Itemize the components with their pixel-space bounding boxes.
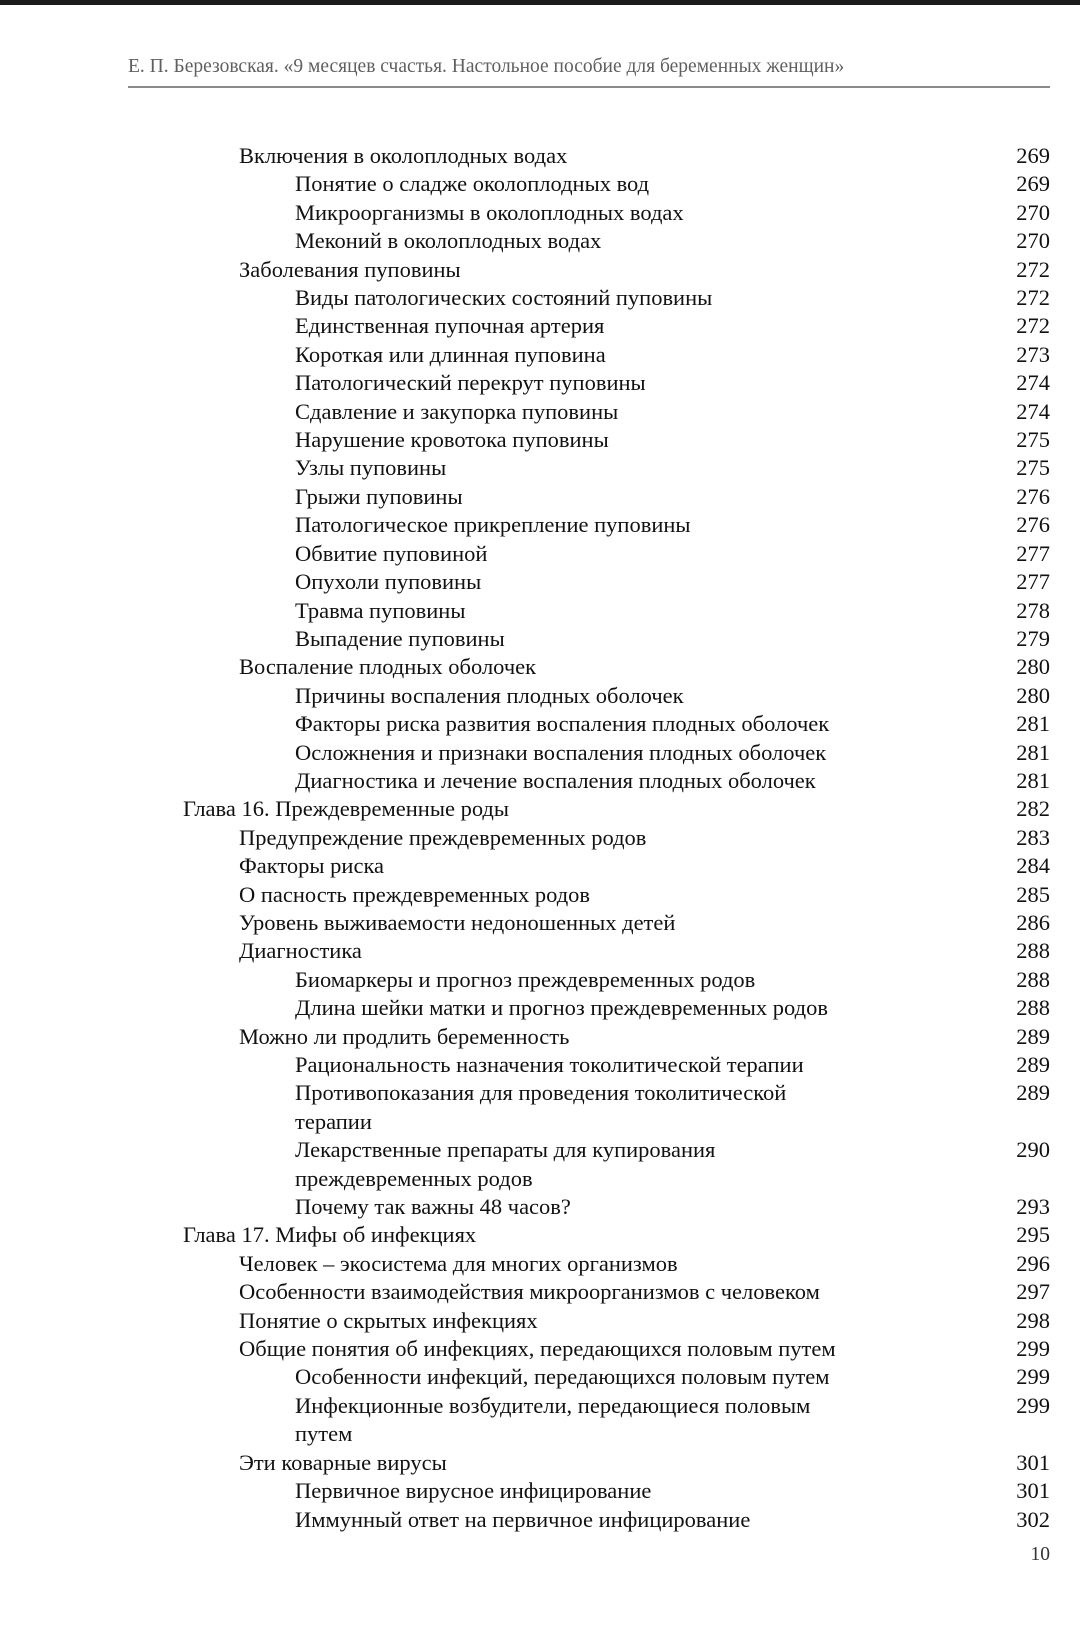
- toc-entry-title: Противопоказания для проведения токолитической терапии: [295, 1080, 787, 1134]
- toc-subsection-entry[interactable]: [0, 483, 1080, 511]
- toc-entry-page: 276: [1016, 483, 1050, 509]
- toc-entry-page: 299: [1016, 1392, 1050, 1418]
- toc-entry-page: 269: [1016, 143, 1050, 168]
- toc-entry-title: Виды патологических состояний пуповины: [295, 285, 713, 311]
- toc-entry-title: Осложнения и признаки воспаления плодных оболочек: [295, 739, 827, 765]
- toc-entry-title: Лекарственные препараты для купирования преждевременных родов: [295, 1137, 716, 1191]
- toc-section-entry[interactable]: [0, 937, 1080, 965]
- toc-entry-page: 270: [1016, 228, 1050, 254]
- toc-entry-title: Факторы риска: [239, 853, 385, 879]
- toc-entry-page: 288: [1016, 966, 1050, 992]
- toc-entry-page: 284: [1016, 853, 1050, 879]
- toc-entry-page: 290: [1016, 1137, 1050, 1163]
- toc-subsection-entry[interactable]: [0, 398, 1080, 426]
- toc-entry-title: Предупреждение преждевременных родов: [239, 824, 647, 850]
- toc-entry-page: 302: [1016, 1506, 1050, 1532]
- toc-entry-page: 299: [1016, 1336, 1050, 1362]
- toc-subsection-entry[interactable]: [0, 625, 1080, 653]
- toc-entry-title: Уровень выживаемости недоношенных детей: [239, 909, 676, 935]
- toc-entry-title: О пасность преждевременных родов: [239, 881, 591, 907]
- toc-entry-title: Биомаркеры и прогноз преждевременных родов: [295, 966, 756, 992]
- toc-subsection-entry[interactable]: [0, 568, 1080, 596]
- toc-entry-title: Диагностика: [239, 938, 362, 964]
- toc-subsection-entry[interactable]: [0, 312, 1080, 340]
- toc-entry-title: Инфекционные возбудители, передающиеся половым путем: [295, 1392, 811, 1447]
- toc-entry-title: Выпадение пуповины: [295, 625, 505, 651]
- toc-subsection-entry[interactable]: [0, 1051, 1080, 1079]
- toc-entry-page: 279: [1016, 625, 1050, 651]
- toc-subsection-entry[interactable]: [0, 1136, 1080, 1193]
- toc-entry-page: 289: [1016, 1023, 1050, 1049]
- toc-section-entry[interactable]: [0, 1335, 1080, 1363]
- toc-entry-title: Патологический перекрут пуповины: [295, 370, 646, 396]
- toc-section-entry[interactable]: [0, 1307, 1080, 1335]
- toc-subsection-entry[interactable]: [0, 710, 1080, 738]
- toc-entry-title: Почему так важны 48 часов?: [295, 1194, 571, 1220]
- toc-subsection-entry[interactable]: [0, 540, 1080, 568]
- toc-entry-title: Глава 16. Преждевременные роды: [183, 796, 509, 822]
- toc-entry-title: Нарушение кровотока пуповины: [295, 427, 609, 453]
- toc-subsection-entry[interactable]: [0, 597, 1080, 625]
- toc-subsection-entry[interactable]: [0, 966, 1080, 994]
- toc-entry-title: Причины воспаления плодных оболочек: [295, 682, 684, 708]
- toc-section-entry[interactable]: [0, 881, 1080, 909]
- toc-subsection-entry[interactable]: [0, 426, 1080, 454]
- toc-section-entry[interactable]: [0, 653, 1080, 681]
- toc-entry-title: Заболевания пуповины: [239, 256, 461, 282]
- toc-entry-title: Включения в околоплодных водах: [239, 143, 568, 168]
- toc-section-entry[interactable]: [0, 1250, 1080, 1278]
- toc-subsection-entry[interactable]: [0, 767, 1080, 795]
- toc-entry-title: Грыжи пуповины: [295, 483, 463, 509]
- page-top-edge: [0, 0, 1080, 5]
- running-header: Е. П. Березовская. «9 месяцев счастья. Настольное пособие для беременных женщин»: [128, 56, 845, 77]
- toc-entry-title: Сдавление и закупорка пуповины: [295, 398, 619, 424]
- toc-entry-page: 289: [1016, 1080, 1050, 1106]
- toc-entry-title: Человек – экосистема для многих организмов: [239, 1250, 678, 1276]
- toc-entry-page: 272: [1016, 285, 1050, 311]
- toc-entry-page: 280: [1016, 654, 1050, 680]
- toc-entry-page: 282: [1016, 796, 1050, 822]
- toc-entry-title: Микроорганизмы в околоплодных водах: [295, 199, 684, 225]
- page-number: 10: [1030, 1544, 1050, 1565]
- toc-entry-page: 275: [1016, 427, 1050, 453]
- toc-subsection-entry[interactable]: [0, 1079, 1080, 1136]
- toc-section-entry[interactable]: [0, 256, 1080, 284]
- toc-entry-title: Факторы риска развития воспаления плодных оболочек: [295, 711, 830, 737]
- toc-section-entry[interactable]: [0, 824, 1080, 852]
- toc-section-entry[interactable]: [0, 909, 1080, 937]
- toc-entry-page: 270: [1016, 199, 1050, 225]
- toc-section-entry[interactable]: [0, 1278, 1080, 1306]
- toc-entry-title: Диагностика и лечение воспаления плодных оболочек: [295, 767, 816, 793]
- toc-entry-page: 298: [1016, 1307, 1050, 1333]
- toc-entry-page: 301: [1016, 1449, 1050, 1475]
- toc-entry-page: 288: [1016, 995, 1050, 1021]
- toc-subsection-entry[interactable]: [0, 994, 1080, 1022]
- toc-entry-page: 275: [1016, 455, 1050, 481]
- toc-entry-page: 274: [1016, 398, 1050, 424]
- toc-entry-page: 299: [1016, 1364, 1050, 1390]
- toc-subsection-entry[interactable]: [0, 1193, 1080, 1221]
- toc-subsection-entry[interactable]: [0, 227, 1080, 255]
- toc-entry-page: 276: [1016, 512, 1050, 538]
- toc-subsection-entry[interactable]: [0, 1392, 1080, 1449]
- toc-entry-title: Эти коварные вирусы: [239, 1449, 447, 1475]
- toc-entry-page: 274: [1016, 370, 1050, 396]
- toc-subsection-entry[interactable]: [0, 454, 1080, 482]
- toc-entry-title: Рациональность назначения токолитической терапии: [295, 1052, 804, 1077]
- toc-entry-page: 295: [1016, 1222, 1050, 1248]
- toc-entry-page: 278: [1016, 597, 1050, 623]
- toc-entry-page: 277: [1016, 569, 1050, 595]
- toc-entry-title: Понятие о скрытых инфекциях: [239, 1307, 538, 1333]
- toc-entry-page: 289: [1016, 1052, 1050, 1077]
- toc-entry-title: Меконий в околоплодных водах: [295, 228, 602, 254]
- toc-entry-page: 286: [1016, 909, 1050, 935]
- toc-entry-title: Иммунный ответ на первичное инфицирование: [295, 1506, 751, 1532]
- toc-subsection-entry[interactable]: [0, 341, 1080, 369]
- toc-section-entry[interactable]: [0, 1023, 1080, 1051]
- toc-entry-page: 283: [1016, 824, 1050, 850]
- toc-entry-page: 301: [1016, 1478, 1050, 1504]
- toc-entry-page: 277: [1016, 540, 1050, 566]
- toc-entry-title: Воспаление плодных оболочек: [239, 654, 537, 680]
- toc-entry-page: 281: [1016, 739, 1050, 765]
- toc-subsection-entry[interactable]: [0, 1363, 1080, 1391]
- toc-entry-page: 281: [1016, 767, 1050, 793]
- toc-subsection-entry[interactable]: [0, 1506, 1080, 1534]
- toc-entry-page: 280: [1016, 682, 1050, 708]
- toc-entry-title: Первичное вирусное инфицирование: [295, 1478, 652, 1504]
- toc-entry-page: 272: [1016, 256, 1050, 282]
- toc-entry-page: 297: [1016, 1279, 1050, 1305]
- toc-subsection-entry[interactable]: [0, 511, 1080, 539]
- toc-section-entry[interactable]: [0, 142, 1080, 170]
- toc-entry-page: 281: [1016, 711, 1050, 737]
- toc-section-entry[interactable]: [0, 1449, 1080, 1477]
- toc-chapter-entry[interactable]: [0, 1221, 1080, 1249]
- toc-subsection-entry[interactable]: [0, 682, 1080, 710]
- toc-subsection-entry[interactable]: [0, 739, 1080, 767]
- toc-entry-title: Особенности инфекций, передающихся половым путем: [295, 1364, 830, 1390]
- toc-entry-page: 288: [1016, 938, 1050, 964]
- toc-subsection-entry[interactable]: [0, 199, 1080, 227]
- table-of-contents: [0, 142, 1080, 1534]
- toc-entry-title: Узлы пуповины: [295, 455, 447, 481]
- toc-subsection-entry[interactable]: [0, 1477, 1080, 1505]
- toc-entry-page: 285: [1016, 881, 1050, 907]
- toc-entry-title: Глава 17. Мифы об инфекциях: [183, 1222, 477, 1248]
- toc-entry-title: Обвитие пуповиной: [295, 540, 488, 566]
- toc-entry-page: 269: [1016, 171, 1050, 197]
- toc-entry-title: Особенности взаимодействия микроорганизмов с человеком: [239, 1279, 820, 1305]
- toc-entry-page: 273: [1016, 341, 1050, 367]
- toc-entry-title: Короткая или длинная пуповина: [295, 341, 606, 367]
- toc-entry-title: Можно ли продлить беременность: [239, 1023, 570, 1049]
- toc-chapter-entry[interactable]: [0, 795, 1080, 823]
- toc-entry-page: 272: [1016, 313, 1050, 339]
- toc-entry-page: 293: [1016, 1194, 1050, 1220]
- toc-entry-title: Опухоли пуповины: [295, 569, 482, 595]
- toc-entry-title: Длина шейки матки и прогноз преждевременных родов: [295, 995, 828, 1021]
- toc-entry-title: Патологическое прикрепление пуповины: [295, 512, 691, 538]
- header-rule: [128, 86, 1050, 88]
- toc-subsection-entry[interactable]: [0, 369, 1080, 397]
- toc-section-entry[interactable]: [0, 852, 1080, 880]
- toc-entry-title: Понятие о сладже околоплодных вод: [295, 171, 650, 197]
- toc-subsection-entry[interactable]: [0, 284, 1080, 312]
- toc-entry-page: 296: [1016, 1250, 1050, 1276]
- toc-entry-title: Общие понятия об инфекциях, передающихся половым путем: [239, 1336, 836, 1362]
- toc-subsection-entry[interactable]: [0, 170, 1080, 198]
- toc-entry-title: Травма пуповины: [295, 597, 466, 623]
- toc-entry-title: Единственная пупочная артерия: [295, 313, 605, 339]
